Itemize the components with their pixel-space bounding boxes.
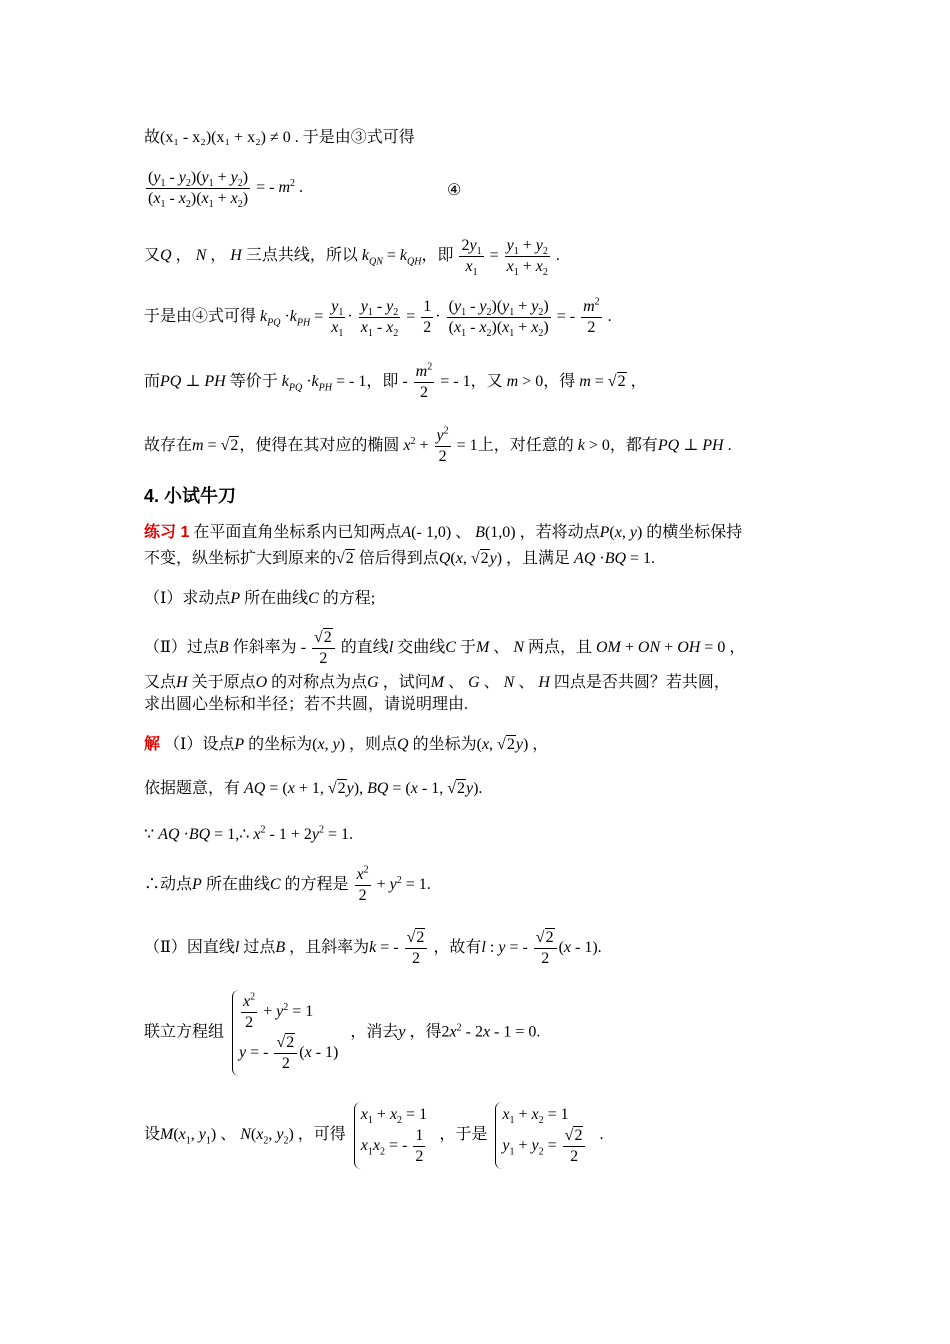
equation-system: $x_1 + x_2 = 1$ $x_1x_2$ = - $\frac{1}{2}$ — [354, 1102, 432, 1169]
question-1: （Ⅰ）求动点P 所在曲线C 的方程; — [144, 590, 376, 607]
text: ，可得 — [297, 1126, 346, 1144]
text: 的横坐标保持 — [646, 524, 743, 541]
text: 上，对任意的 — [477, 437, 574, 455]
question-2-cont — [144, 694, 468, 716]
text: 又 — [144, 247, 161, 265]
text: ，于是 — [439, 1126, 488, 1144]
text: 关于原点 — [191, 674, 256, 691]
question-2: （Ⅱ）过点B 作斜率为 - $\frac{√2}{2}$ 的直线l 交曲线C 于M 、 N 两点，且 OM + ON + OH = 0 ， — [144, 629, 746, 667]
exercise-label: 练习 1 — [144, 524, 190, 541]
solution-line: 解 （Ⅰ）设点P 的坐标为(x, y) ，则点Q 的坐标为(x, √2y) ， — [144, 736, 549, 753]
text: 的坐标为 — [412, 736, 477, 753]
text: 不变，纵坐标扩大到原来的 — [144, 550, 337, 567]
text: 三点共线，所以 — [245, 247, 358, 265]
text: ，试问 — [382, 674, 431, 691]
text: 的直线 — [340, 639, 389, 657]
solution-line: （Ⅱ）因直线l 过点B ，且斜率为k = - $\frac{√2}{2}$ ，故有l : y = - $\frac{√2}{2}$ (x - 1). — [144, 929, 602, 967]
text: 而 — [144, 373, 161, 391]
equation-4: $\frac{(y_1 - y_2)(y_1 + y_2)}{(x_1 - x_2)(x_1 + x_2)}$ = - $m^2$ . ④ — [148, 169, 462, 211]
text: 的对称点为点 — [271, 674, 368, 691]
text: 的坐标为 — [248, 736, 313, 753]
equation-system: $x_1 + x_2 = 1$ $y_1 + y_2$ = $\frac{√2}{2}$ — [495, 1102, 591, 1169]
text: 的方程是 — [284, 876, 349, 894]
text: 依据题意，有 — [144, 780, 241, 797]
text: 等价于 — [229, 373, 278, 391]
text: 、 — [220, 1126, 237, 1144]
text: （Ⅱ）过点 — [144, 639, 219, 657]
solution-line: ∵ AQ ·BQ = 1,∴ $x^2 - 1 + 2y^2 = 1$. — [144, 824, 353, 843]
question-2-cont: 又点H 关于原点O 的对称点为点G ，试问M 、 G 、 N 、 H 四点是否共圆？若共圆， — [144, 674, 730, 691]
fraction: $\frac{(y_1 - y_2)(y_1 + y_2)}{(x_1 - x_2)(x_1 + x_2)}$ — [148, 169, 249, 211]
solution-line: 设$M(x_1$, $y_1$) 、 $N(x_2$, $y_2$) ，可得 $x_1 + x_2 = 1$ $x_1x_2$ = - $\frac{1}{2}$ ，于是 $x_1 + x_2 = 1$ $y_1 + y_2$ = $\frac{√2}{2}$ . — [144, 1102, 603, 1169]
text: 过点 — [243, 939, 276, 957]
equation-system: $\frac{x^2}{2}$ + $y^2 = 1$ y = - $\frac{√2}{2}$ (x - 1) — [232, 990, 342, 1076]
text: ，若将动点 — [519, 524, 600, 541]
text: （Ⅰ）设点 — [164, 736, 235, 753]
text: 设 — [144, 1126, 161, 1144]
text: ，且满足 — [506, 550, 571, 567]
text: 所在曲线 — [205, 876, 270, 894]
text: 又点 — [144, 674, 177, 691]
text: ，则点 — [349, 736, 398, 753]
exercise-line: 练习 1 在平面直角坐标系内已知两点A(- 1,0) 、 B(1,0) ，若将动点P(x, y) 的横坐标保持 — [144, 524, 743, 541]
text: 在平面直角坐标系内已知两点 — [193, 524, 402, 541]
text: （Ⅱ）因直线 — [144, 939, 235, 957]
text: ，得 — [409, 1023, 442, 1041]
solution-line: ∴动点P 所在曲线C 的方程是 $\frac{x^2}{2}$ + $y^2 = 1$. — [144, 864, 431, 904]
text: （Ⅰ）求动点 — [144, 590, 231, 607]
section-title: 4. 小试牛刀 — [144, 486, 237, 506]
solution-line: 联立方程组 $\frac{x^2}{2}$ + $y^2 = 1$ y = - $\frac{√2}{2}$ (x - 1) ，消去y ，得$2x^2 - 2x - 1 = 0$. — [144, 990, 540, 1076]
text: 联立方程组 — [144, 1023, 225, 1041]
text: ，又 — [470, 373, 503, 391]
text: ，且斜率为 — [289, 939, 370, 957]
equation-tag: ④ — [447, 182, 462, 199]
solution-label: 解 — [144, 736, 161, 753]
text-line: 又Q ， N ， H 三点共线，所以 $k_{QN} = k_{QH}$，即 $\frac{2y_1}{x_1}$ = $\frac{y_1 + y_2}{x_1 + x_2}$ . — [144, 237, 560, 279]
text-line: 故存在m = √2，使得在其对应的椭圆 $x^2$ + $\frac{y^2}{2}$ = 1上，对任意的 k > 0，都有PQ ⊥ PH . — [144, 425, 732, 465]
text: 、 — [455, 524, 472, 541]
text: 两点，且 — [527, 639, 592, 657]
text: ，得 — [543, 373, 576, 391]
text: ，即 — [421, 247, 454, 265]
solution-line: 依据题意，有 AQ = (x + 1, √2y), BQ = (x - 1, √2y). — [144, 780, 483, 797]
text: 故存在 — [144, 437, 193, 455]
text: ，即 — [366, 373, 399, 391]
text: 四点是否共圆？若共圆， — [553, 674, 730, 691]
text: 于是由④式可得 — [144, 308, 257, 326]
text: 求出圆心坐标和半径；若不共圆，请说明理由. — [144, 696, 469, 713]
text-line: 而PQ ⊥ PH 等价于 $k_{PQ} \cdot k_{PH}$ = - 1，即 - $\frac{m^2}{2}$ = - 1，又 m > 0，得 m = √2 ， — [144, 361, 647, 401]
text: 动点 — [160, 876, 193, 894]
text-line: 于是由④式可得 $k_{PQ} \cdot k_{PH}$ = $\frac{y_1}{x_1}$ · $\frac{y_1 - y_2}{x_1 - x_2}$ = $\frac{1}{2}$ · $\frac{(y_1 - y_2)(y_1 + y_2)}{(x_1 - x_2)(x_1 + x_2)}$ = - $\frac{m^2}{2}$ . — [144, 296, 612, 340]
text: ，消去 — [350, 1023, 399, 1041]
text: ，使得在其对应的椭圆 — [239, 437, 400, 455]
text: 倍后得到点 — [358, 550, 439, 567]
text-line-content: 故(x₁ - x₂)(x₁ + x₂) ≠ 0 . 于是由③式可得 — [144, 129, 415, 146]
text: 交曲线 — [397, 639, 446, 657]
text: 作斜率为 — [232, 639, 297, 657]
text: 的方程; — [322, 590, 376, 607]
text: ，故有 — [433, 939, 482, 957]
exercise-line: 不变，纵坐标扩大到原来的√2 倍后得到点Q(x, √2y) ，且满足 AQ ·BQ = 1. — [144, 550, 656, 567]
text: 所在曲线 — [244, 590, 309, 607]
text-line — [144, 127, 415, 149]
text: 于 — [459, 639, 476, 657]
text: ，都有 — [609, 437, 658, 455]
